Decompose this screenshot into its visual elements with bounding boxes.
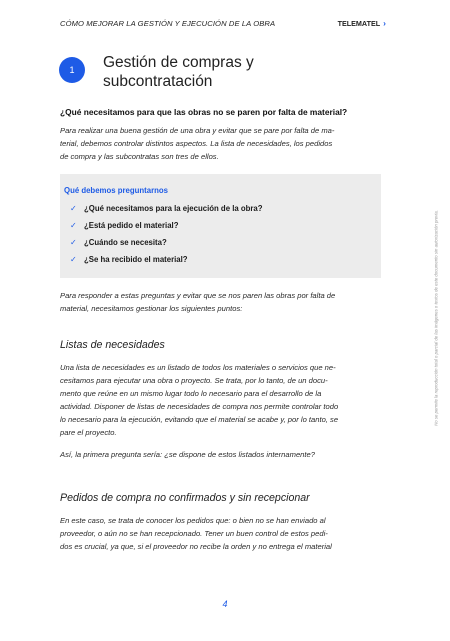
text-line: dos es crucial, ya que, si el proveedor no recibe la orden y no entrega el material: [60, 542, 332, 551]
main-question: ¿Qué necesitamos para que las obras no se paren por falta de material?: [60, 107, 348, 117]
check-icon: ✓: [70, 221, 77, 230]
checklist-item: [70, 221, 178, 230]
checklist-item-label: ¿Qué necesitamos para la ejecución de la obra?: [84, 204, 263, 213]
page-number: 4: [222, 599, 228, 609]
text-line: lo necesario para la ejecución, evitando que el material se acabe y, por lo tanto, se: [60, 415, 339, 424]
listas-heading: Listas de necesidades: [60, 339, 165, 351]
copyright-note-text: No se permite la reproducción total o parcial de las imágenes o textos de este documento sin autorización previa.: [433, 210, 439, 426]
checklist-item-label: ¿Se ha recibido el material?: [84, 255, 188, 264]
checklist-item: [70, 255, 188, 264]
checklist-item: [70, 204, 263, 213]
header-title: CÓMO MEJORAR LA GESTIÓN Y EJECUCIÓN DE LA OBRA: [60, 19, 276, 28]
check-icon: ✓: [70, 204, 77, 213]
listas-question: Así, la primera pregunta sería: ¿se dispone de estos listados internamente?: [60, 450, 315, 459]
after-box-paragraph: [60, 289, 387, 315]
text-line: proveedor, o aún no se han recepcionado. Tener un buen control de estos pedi-: [60, 529, 328, 538]
brand-logo: [338, 19, 386, 28]
page-header: [60, 19, 386, 28]
text-line: Para responder a estas preguntas y evitar que se nos paren las obras por falta de: [60, 291, 336, 300]
text-line: de compra y las subcontratas son tres de ellos.: [60, 152, 219, 161]
text-line: mento que reúne en un mismo lugar todo lo necesario para el desarrollo de la: [60, 389, 322, 398]
text-line: Para realizar una buena gestión de una obra y evitar que se pare por falta de ma-: [60, 126, 335, 135]
section-title-line: Gestión de compras y: [103, 54, 254, 71]
checklist-item-label: ¿Cuándo se necesita?: [84, 238, 167, 247]
box-title: Qué debemos preguntarnos: [64, 186, 168, 195]
intro-paragraph: [60, 124, 387, 163]
section-title: [103, 53, 323, 91]
checklist-item: [70, 238, 167, 247]
questions-box: [60, 174, 381, 278]
text-line: cesitamos para ejecutar una obra o proyecto. Se trata, por lo tanto, de un docu-: [60, 376, 328, 385]
check-icon: ✓: [70, 238, 77, 247]
copyright-note: [433, 210, 439, 426]
text-line: Una lista de necesidades es un listado de todos los materiales o servicios que ne-: [60, 363, 336, 372]
section-heading: [59, 53, 323, 91]
checklist-item-label: ¿Está pedido el material?: [84, 221, 179, 230]
chevron-right-icon: ›: [383, 18, 386, 29]
pedidos-paragraph: [60, 514, 387, 553]
check-icon: ✓: [70, 255, 77, 264]
listas-paragraph: [60, 361, 387, 439]
section-title-line: subcontratación: [103, 73, 213, 90]
text-line: actividad. Disponer de listas de necesidades de compra nos permite controlar todo: [60, 402, 339, 411]
text-line: material, necesitamos gestionar los siguientes puntos:: [60, 304, 243, 313]
text-line: terial, debemos controlar distintos aspectos. La lista de necesidades, los pedidos: [60, 139, 333, 148]
text-line: En este caso, se trata de conocer los pedidos que: o bien no se han enviado al: [60, 516, 326, 525]
text-line: pare el proyecto.: [60, 428, 117, 437]
section-number-badge: 1: [59, 57, 85, 83]
pedidos-heading: Pedidos de compra no confirmados y sin recepcionar: [60, 492, 310, 504]
brand-name: TELEMATEL: [337, 19, 381, 28]
